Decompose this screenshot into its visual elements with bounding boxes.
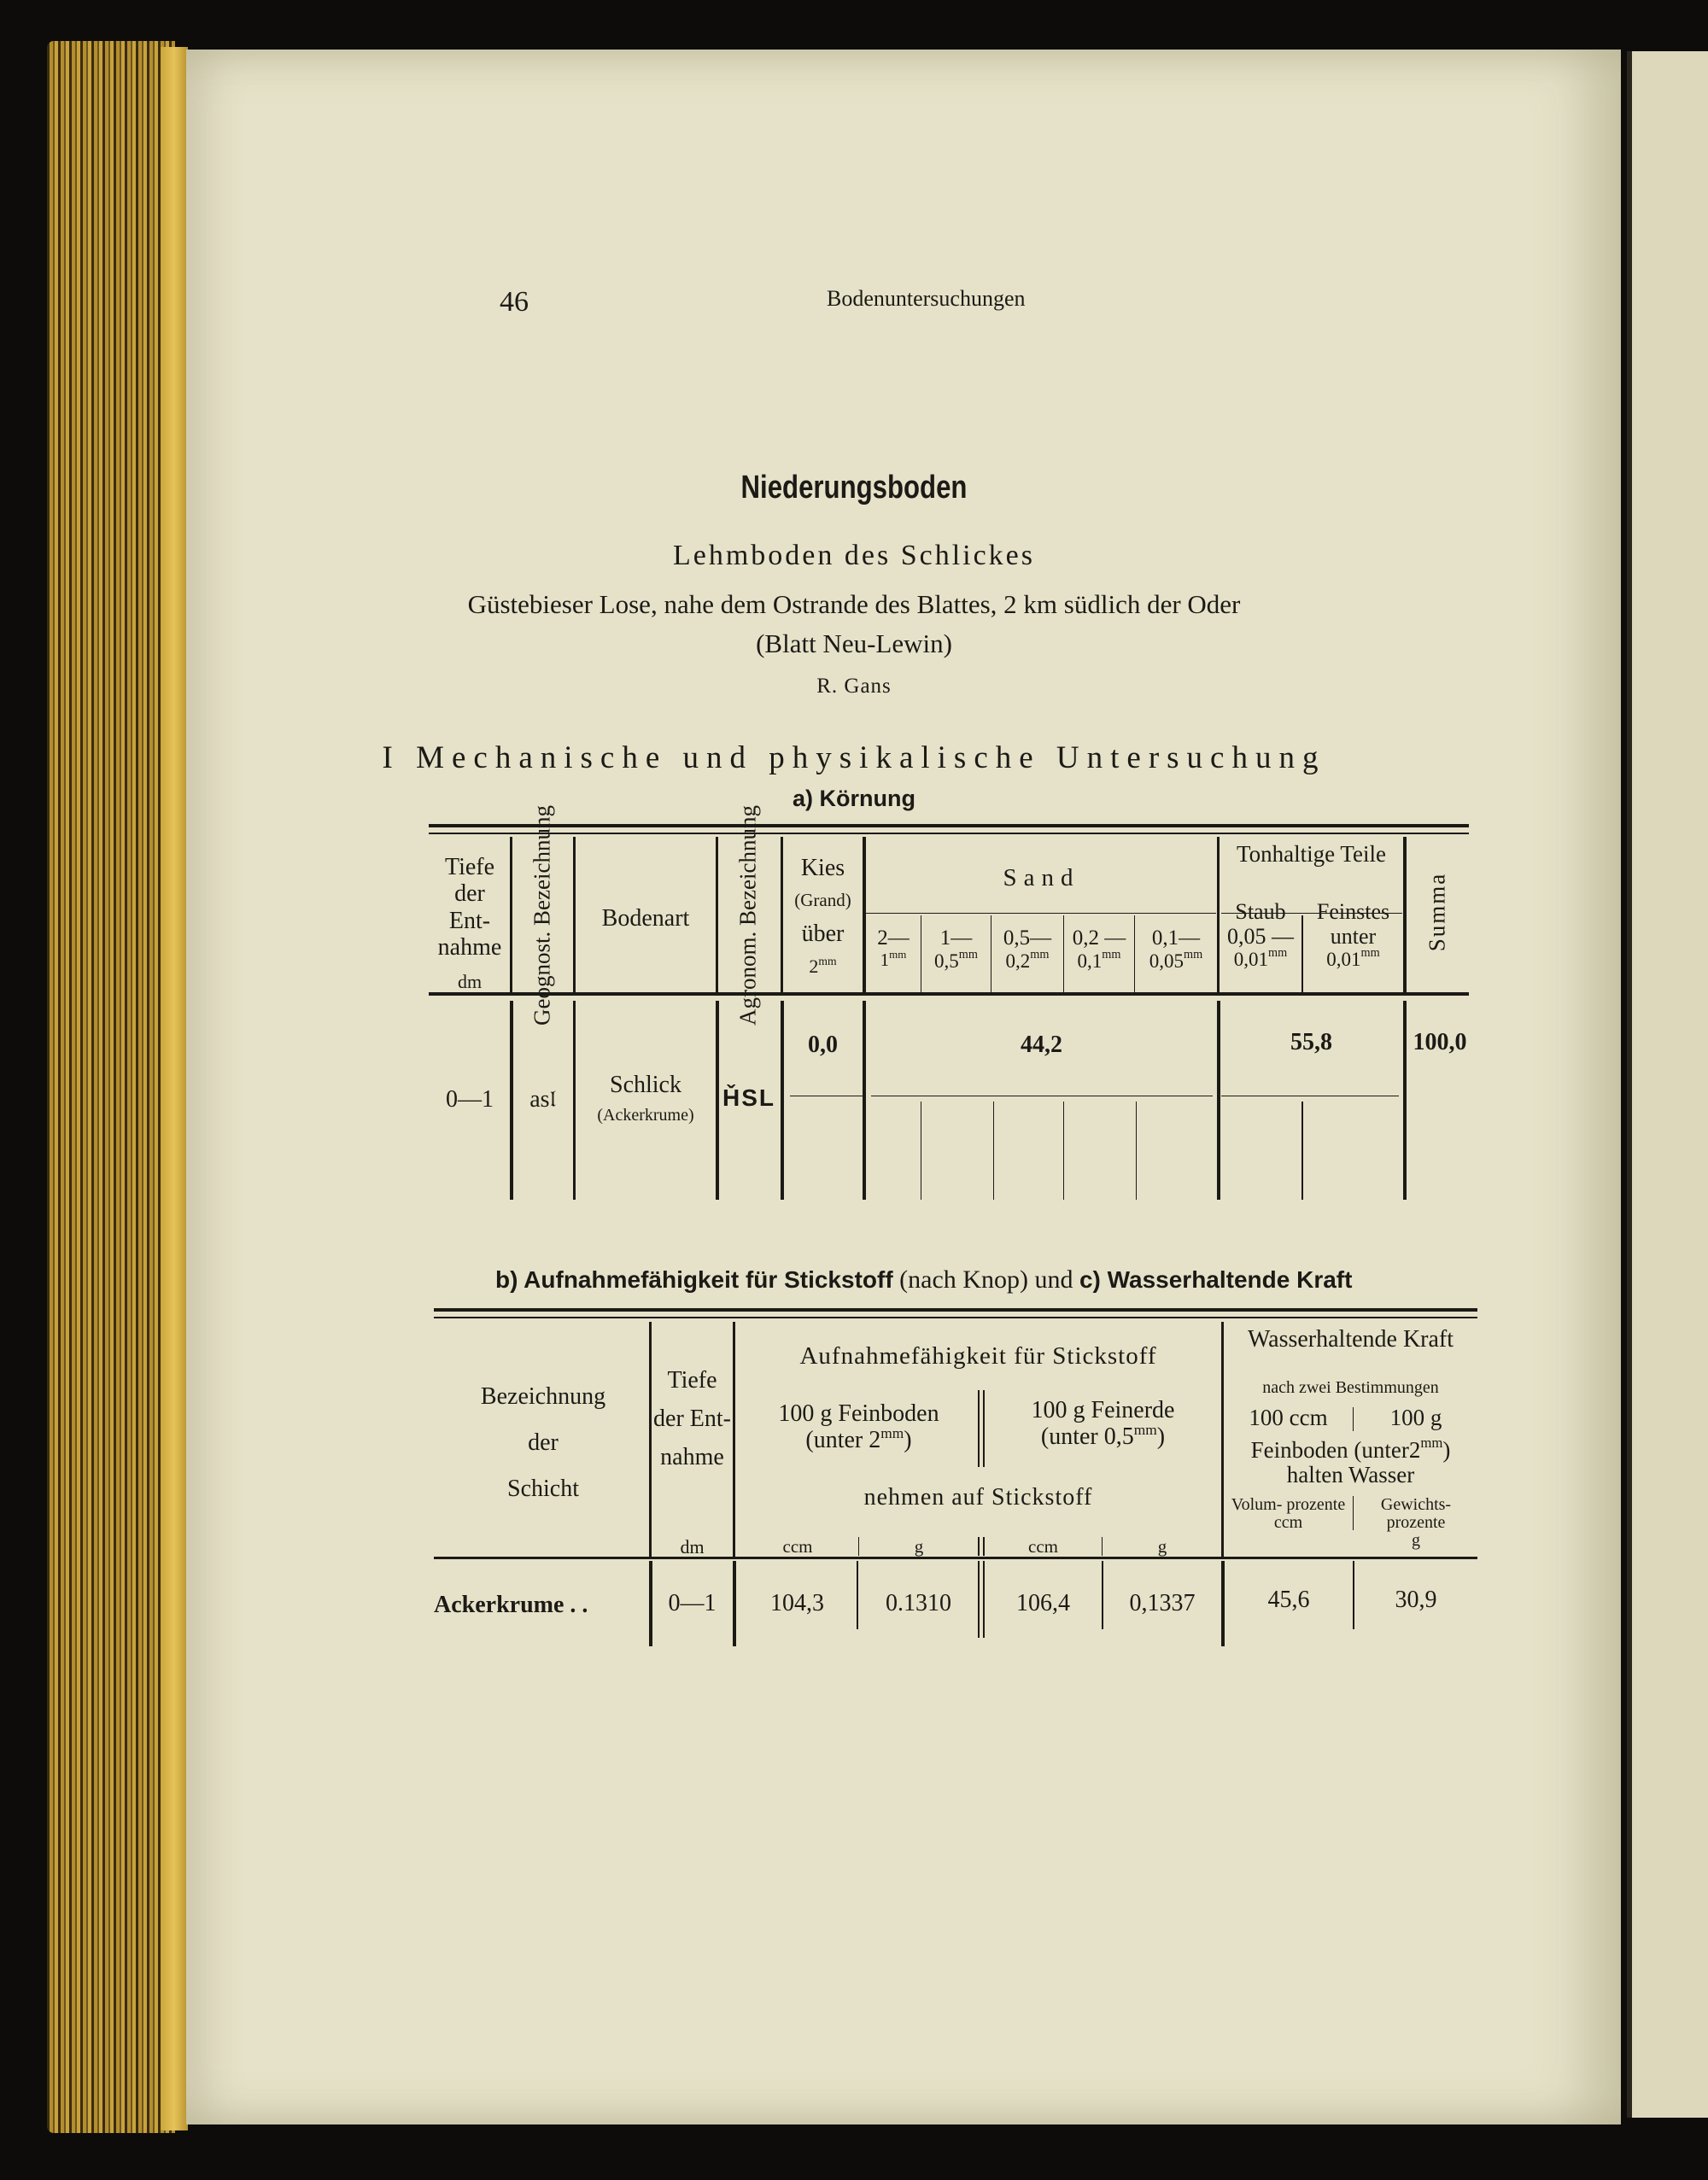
sand-col-2: 1— $0,5^{mm}$ (934, 926, 978, 972)
header-bezeichnung: Bezeichnung (480, 1383, 606, 1410)
row2-feinerde-g: 0,1337 (1129, 1590, 1196, 1616)
header-staub: Staub 0,05 — $0,01^{mm}$ (1227, 899, 1294, 971)
subtitle: Lehmboden des Schlickes (672, 540, 1036, 571)
subheading-koernung: a) Körnung (793, 786, 915, 811)
header-der: der (528, 1429, 559, 1456)
row2-gewicht: 30,9 (1395, 1587, 1437, 1613)
unit-ccm-2: ccm (1028, 1536, 1058, 1557)
unit-ccm-1: ccm (782, 1536, 813, 1557)
gilt-edge (161, 47, 188, 2130)
page-number: 46 (500, 286, 529, 318)
page-title: Niederungsboden (740, 470, 968, 506)
sand-col-4: 0,2 — $0,1^{mm}$ (1072, 926, 1126, 972)
sheet-line: (Blatt Neu-Lewin) (756, 628, 952, 658)
facing-page-edge (1627, 51, 1708, 2118)
header-kies-grand: (Grand) (794, 890, 851, 910)
row-summa: 100,0 (1413, 1029, 1467, 1055)
header-wasser-note: nach zwei Bestimmungen (1262, 1378, 1439, 1397)
header-feinboden-w: Feinboden $(unter2^{mm})$ (1250, 1435, 1451, 1463)
header-100g: 100 g (1389, 1405, 1442, 1430)
row-geognost: as𝔩 (529, 1086, 556, 1113)
subheading-b-c: b) Aufnahmefähigkeit für Stickstoff (nach Knop) und c) Wasserhaltende Kraft (495, 1265, 1353, 1294)
header-feinerde: 100 g Feinerde (unter $0,5^{mm}$) (1031, 1397, 1175, 1451)
header-tiefe-unit-2: dm (680, 1536, 705, 1558)
header-volum: Volum- prozente ccm (1231, 1495, 1346, 1532)
row2-bezeichnung: Ackerkrume . . (434, 1592, 588, 1618)
row2-feinboden-g: 0.1310 (886, 1590, 951, 1616)
header-bodenart: Bodenart (601, 905, 690, 932)
header-tiefe-unit: dm (457, 971, 483, 992)
header-sand: Sand (1003, 864, 1080, 891)
header-tiefe-2: Tiefe der Ent- nahme (653, 1367, 731, 1470)
row2-tiefe: 0—1 (668, 1590, 717, 1616)
row2-feinboden-ccm: 104,3 (770, 1590, 824, 1616)
section-heading: I Mechanische und physikalische Untersuchung (382, 740, 1326, 775)
row-bodenart: Schlick (610, 1072, 681, 1098)
row2-feinerde-ccm: 106,4 (1016, 1590, 1070, 1616)
header-nehmen: nehmen auf Stickstoff (863, 1484, 1093, 1511)
header-kies-ueber: über (801, 921, 845, 947)
row-tiefe: 0—1 (446, 1086, 494, 1113)
header-100ccm: 100 ccm (1249, 1405, 1328, 1430)
header-geognost: Geognost. Bezeichnung (529, 805, 555, 1026)
location-line: Güstebieser Lose, nahe dem Ostrande des Blattes, 2 km südlich der Oder (467, 589, 1241, 619)
row-bodenart-sub: (Ackerkrume) (597, 1106, 694, 1125)
row-ton: 55,8 (1290, 1029, 1332, 1055)
header-schicht: Schicht (507, 1476, 579, 1502)
header-halten: halten Wasser (1286, 1462, 1415, 1487)
header-aufnahme: Aufnahmefähigkeit für Stickstoff (799, 1342, 1157, 1370)
header-feinboden: 100 g Feinboden (unter $2^{mm}$) (778, 1400, 939, 1454)
row-kies: 0,0 (808, 1032, 838, 1058)
unit-g-1: g (914, 1536, 924, 1557)
header-kies-mm: $2^{mm}$ (809, 955, 837, 977)
running-head: Bodenuntersuchungen (827, 286, 1026, 311)
header-wasser: Wasserhaltende Kraft (1247, 1326, 1454, 1353)
book-page-edges (47, 41, 175, 2133)
header-summa: Summa (1424, 872, 1450, 952)
row2-volum: 45,6 (1267, 1587, 1310, 1613)
sand-col-5: 0,1— $0,05^{mm}$ (1149, 926, 1203, 972)
header-tiefe: Tiefe der Ent- nahme (437, 854, 502, 961)
header-tonhaltige-teile: Tonhaltige Teile (1237, 841, 1386, 867)
header-feinstes: Feinstes unter $0,01^{mm}$ (1316, 899, 1390, 971)
sand-col-1: 2— $1^{mm}$ (877, 926, 910, 970)
header-gewicht: Gewichts- prozente g (1380, 1495, 1452, 1550)
sand-col-3: 0,5— $0,2^{mm}$ (1003, 926, 1052, 972)
row-agronom: ȞSL (722, 1084, 775, 1111)
unit-g-2: g (1157, 1536, 1167, 1557)
author: R. Gans (816, 675, 892, 698)
row-sand: 44,2 (1021, 1032, 1062, 1058)
header-kies: Kies (800, 855, 845, 881)
header-agronom: Agronom. Bezeichnung (734, 805, 761, 1026)
